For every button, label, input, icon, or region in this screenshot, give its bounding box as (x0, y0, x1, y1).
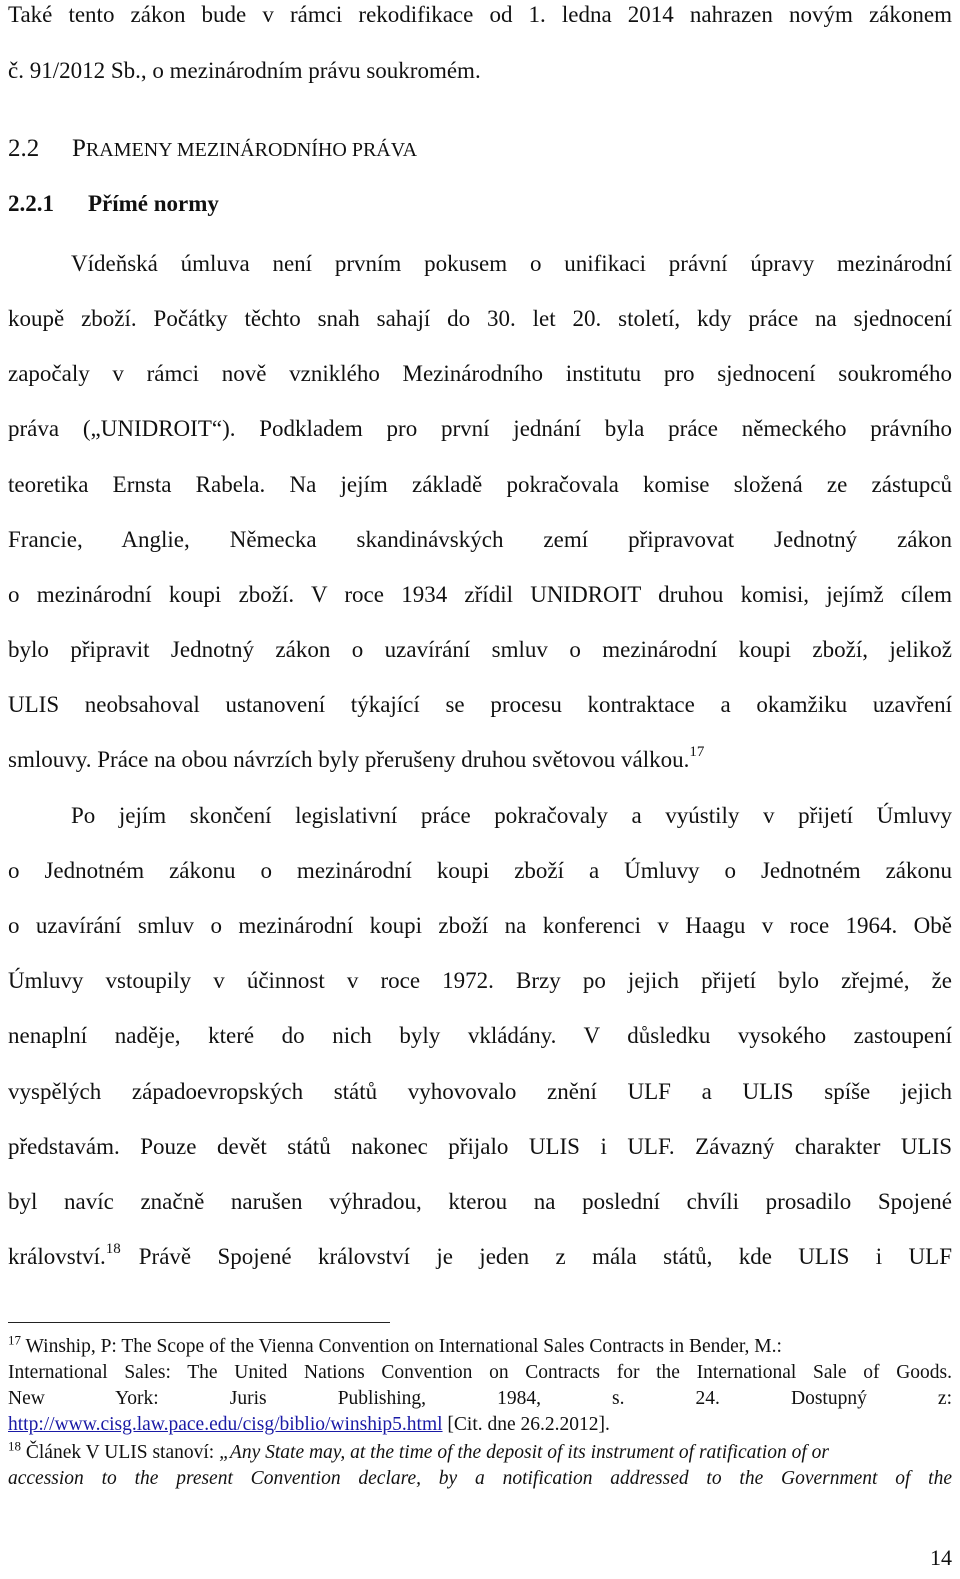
paragraph2-line: o Jednotném zákonu o mezinárodní koupi zboží a Úmluvy o Jednotném zákonu (8, 858, 952, 883)
section-heading (8, 134, 952, 165)
paragraph1-line: Francie, Anglie, Německa skandinávských zemí připravovat Jednotný zákon (8, 527, 952, 552)
footnote-17-number: 17 (8, 1332, 21, 1348)
paragraph1-last-line (8, 745, 952, 775)
page-number: 14 (930, 1545, 952, 1570)
footnote-ref-17[interactable]: 17 (689, 744, 705, 761)
footnote-18-number: 18 (8, 1438, 21, 1454)
subsection-number: 2.2.1 (8, 191, 54, 216)
footnote-18-line-1 (8, 1440, 952, 1466)
paragraph2-last-start-text: království. (8, 1244, 106, 1269)
footnote-ref-18[interactable]: 18 (105, 1241, 121, 1258)
footnote-separator (8, 1322, 390, 1323)
subsection-title: Přímé normy (88, 191, 219, 216)
paragraph2-line: Po jejím skončení legislativní práce pokračovaly a vyústily v přijetí Úmluvy (71, 803, 952, 828)
paragraph1-line: bylo připravit Jednotný zákon o uzavírání smluv o mezinárodní koupi zboží, jelikož (8, 637, 952, 662)
footnote-18-prefix: Článek V ULIS stanoví: (25, 1442, 220, 1463)
footnote-18-quote-2: accession to the present Convention declare, by a notification addressed to the Government of the (8, 1468, 952, 1489)
paragraph1-line: práva („UNIDROIT“). Podkladem pro první jednání byla práce německého právního (8, 416, 952, 441)
paragraph2-line: nenaplní naděje, které do nich byly vkládány. V důsledku vysokého zastoupení (8, 1023, 952, 1048)
footnote-17-line-1 (8, 1334, 952, 1360)
footnote-17-link[interactable]: http://www.cisg.law.pace.edu/cisg/biblio/winship5.html (8, 1414, 443, 1435)
footnote-18-quote-1: „Any State may, at the time of the deposit of its instrument of ratification of or (219, 1442, 829, 1463)
paragraph2-line: Úmluvy vstoupily v účinnost v roce 1972. Brzy po jejich přijetí bylo zřejmé, že (8, 968, 952, 993)
footnote-17-text-1: Winship, P: The Scope of the Vienna Convention on International Sales Contracts in Bender, M.: (25, 1336, 782, 1357)
section-title-initial: P (72, 135, 86, 162)
paragraph2-line: představám. Pouze devět států nakonec přijalo ULIS i ULF. Závazný charakter ULIS (8, 1134, 952, 1159)
intro-line-1: Také tento zákon bude v rámci rekodifikace od 1. ledna 2014 nahrazen novým zákonem (8, 2, 952, 27)
paragraph1-line: Vídeňská úmluva není prvním pokusem o unifikaci právní úpravy mezinárodní (71, 251, 952, 276)
paragraph2-line: byl navíc značně narušen výhradou, kterou na poslední chvíli prosadilo Spojené (8, 1189, 952, 1214)
paragraph2-last-line (8, 1242, 952, 1272)
paragraph1-line: koupě zboží. Počátky těchto snah sahají do 30. let 20. století, kdy práce na sjednocení (8, 306, 952, 331)
paragraph1-line: teoretika Ernsta Rabela. Na jejím základě pokračovala komise složená ze zástupců (8, 472, 952, 497)
footnote-18-line-2 (8, 1466, 952, 1492)
paragraph1-line: započaly v rámci nově vzniklého Mezinárodního institutu pro sjednocení soukromého (8, 361, 952, 386)
paragraph2-last-end: Právě Spojené království je jeden z mála států, kde ULIS i ULF (138, 1244, 952, 1269)
paragraph2-last-start (8, 1242, 121, 1272)
paragraph1-line: o mezinárodní koupi zboží. V roce 1934 zřídil UNIDROIT druhou komisi, jejímž cílem (8, 582, 952, 607)
section-number: 2.2 (8, 135, 40, 162)
paragraph2-line: vyspělých západoevropských států vyhovovalo znění ULF a ULIS spíše jejich (8, 1079, 952, 1104)
paragraph1-line: ULIS neobsahoval ustanovení týkající se procesu kontraktace a okamžiku uzavření (8, 692, 952, 717)
footnote-17-line-2: International Sales: The United Nations Convention on Contracts for the International Sale of Goods. (8, 1362, 952, 1383)
footnote-17-cite: [Cit. dne 26.2.2012]. (447, 1414, 610, 1435)
section-title-rest: RAMENY MEZINÁRODNÍHO PRÁVA (85, 139, 418, 161)
subsection-heading (8, 189, 952, 219)
paragraph1-last-text: smlouvy. Práce na obou návrzích byly přerušeny druhou světovou válkou. (8, 747, 690, 772)
footnote-17-line-4 (8, 1412, 952, 1438)
intro-line-2: č. 91/2012 Sb., o mezinárodním právu soukromém. (8, 58, 481, 83)
footnote-17-line-3: New York: Juris Publishing, 1984, s. 24. Dostupný z: (8, 1388, 952, 1409)
paragraph2-line: o uzavírání smluv o mezinárodní koupi zboží na konferenci v Haagu v roce 1964. Obě (8, 913, 952, 938)
